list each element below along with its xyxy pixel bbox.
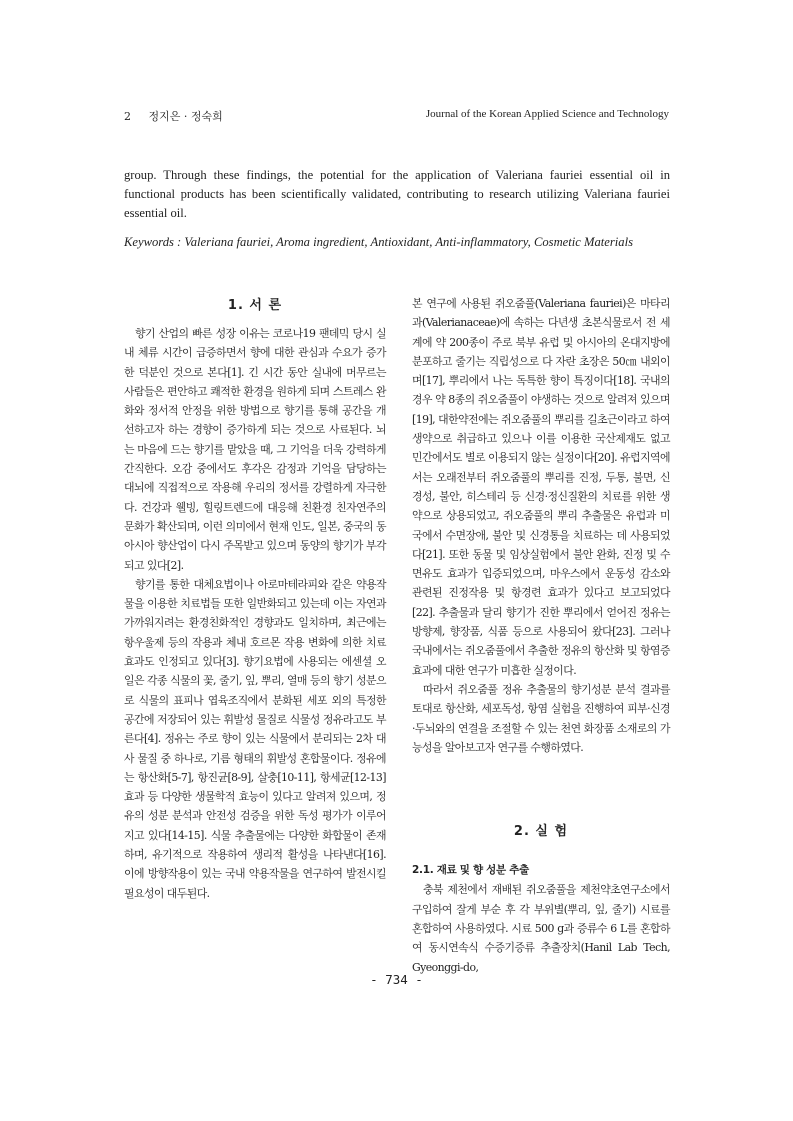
section-1-paragraph-1: 향기 산업의 빠른 성장 이유는 코로나19 팬데믹 당시 실내 체류 시간이 급증하면서 향에 대한 관심과 수요가 증가한 덕분인 것으로 본다[1]. 긴 시간 동안 실내에 머무르는 사람들은 편안하고 쾌적한 환경을 원하게 되며 스트레스 완화와 정서적 안정을 위한 방법으로 향기를 통해 공간을 개선하고자 하는 경향이 증가하게 되는 것으로 사료된다. 뇌는 마음에 드는 향기를 맡았을 때, 그 기억을 더욱 강력하게 간직한다. 오감 중에서도 후각은 감정과 기억을 담당하는 대뇌에 직접적으로 작용해 우리의 정서를 강렬하게 자극한다. 건강과 웰빙, 힐링트렌드에 대응해 친환경 친자연주의 문화가 확산되며, 이런 의미에서 현재 인도, 일본, 중국의 동아시아 향산업이 다시 주목받고 있으며 동양의 향기가 부각되고 있다[2]. (124, 327, 386, 572)
abstract-continuation: group. Through these findings, the potential for the application of Valeriana fauriei essential oil in functional products has been scientifically validated, contributing to research utilizing Valeriana fauriei essential oil. (124, 168, 670, 220)
section-1-paragraph-4: 따라서 쥐오줌풀 정유 추출물의 향기성분 분석 결과를 토대로 항산화, 세포독성, 항염 실험을 진행하여 피부·신경·두뇌와의 연결을 조절할 수 있는 천연 화장품 소재로의 가능성을 알아보고자 연구를 수행하였다. (412, 682, 670, 754)
section-1-paragraph-3-continued: 본 연구에 사용된 쥐오줌풀(Valeriana fauriei)은 마타리과(Valerianaceae)에 속하는 다년생 초본식물로서 전 세계에 약 200종이 주로 북부 유럽 및 아시아의 온대지방에 분포하고 줄기는 직립성으로 다 자란 초장은 50㎝ 내외이며[17], 뿌리에서 나는 독특한 향이 특징이다[18]. 국내의 경우 약 8종의 쥐오줌풀이 야생하는 것으로 알려져 있으며[19], 대한약전에는 쥐오줌풀의 뿌리를 길초근이라고 하여 생약으로 취급하고 있으나 이를 이용한 국산제재도 없고 민간에서도 별로 이용되지 않는 실정이다[20]. 유럽지역에서는 오래전부터 쥐오줌풀의 뿌리를 진정, 두통, 불면, 신경성, 불안, 히스테리 등 신경·정신질환의 치료를 위한 생약으로 상용되었고, 쥐오줌풀의 뿌리 추출물은 유럽과 미국에서 수면장애, 불안 및 신경통을 치료하는 데 사용되었다[21]. 또한 동물 및 임상실험에서 불안 완화, 진정 및 수면유도 효과가 입증되었으며, 마우스에서 운동성 감소와 관련된 진정작용 및 항경련 효과가 있다고 보고되었다[22]. 추출물과 달리 향기가 진한 뿌리에서 얻어진 정유는 방향제, 향장품, 식품 등으로 사용되어 왔다[23]. 그러나 국내에서는 쥐오줌풀에서 추출한 정유의 항산화 및 항염증 효과에 대한 연구가 미흡한 실정이다. (412, 297, 670, 677)
section-1-paragraph-2: 향기를 통한 대체요법이나 아로마테라피와 같은 약용작물을 이용한 치료법들 또한 일반화되고 있는데 이는 자연과 가까워지려는 환경친화적인 경향과도 일치하며, 최근에는 항우울제 등의 작용과 체내 호르몬 작용 변화에 의한 치료효과도 인정되고 있다[3]. 향기요법에 사용되는 에센셜 오일은 각종 식물의 꽃, 줄기, 잎, 뿌리, 열매 등의 향기 성분으로 식물의 표피나 엽육조직에서 분화된 세포 외의 특정한 공간에 저장되어 있는 휘발성 물질로 식물성 정유라고도 부른다[4]. 정유는 주로 향이 있는 식물에서 분리되는 2차 대사 물질 중 하나로, 기름 형태의 휘발성 혼합물이다. 정유에는 항산화[5-7], 항진균[8-9], 살충[10-11], 항세균[12-13] 효과 등 다양한 생물학적 효능이 있다고 알려져 있으며, 정유의 성분 분석과 안전성 검증을 위한 독성 평가가 이루어지고 있다[14-15]. 식물 추출물에는 다양한 화합물이 존재하며, 유기적으로 작용하여 생리적 활성을 나타낸다[16]. 이에 방향작용이 있는 국내 약용작물을 연구하여 발전시킬 필요성이 대두된다. (124, 577, 386, 900)
left-column (124, 294, 386, 903)
keywords-line: Keywords : Valeriana fauriei, Aroma ingredient, Antioxidant, Anti-inflammatory, Cosmetic Materials (124, 235, 633, 249)
right-column (412, 294, 670, 977)
header-page-number: 2 (124, 110, 131, 123)
section-2-title: 2. 실 험 (513, 824, 569, 840)
header-authors: 정지은 · 정숙희 (148, 110, 223, 123)
section-2-paragraph-1: 충북 제천에서 재배된 쥐오줌풀을 제천약초연구소에서 구입하여 잘게 부순 후 각 부위별(뿌리, 잎, 줄기) 시료를 혼합하여 사용하였다. 시료 500 g과 증류수 6 L를 혼합하여 동시연속식 수증기증류 추출장치(Hanil Lab Tech, Gyeonggi-do, (412, 883, 670, 974)
running-header-left (124, 108, 237, 124)
footer-page-number: - 734 - (370, 972, 423, 987)
section-1-title: 1. 서 론 (227, 298, 283, 313)
header-journal-title: Journal of the Korean Applied Science and Technology (425, 108, 669, 120)
subsection-2-1-title: 2.1. 재료 및 향 성분 추출 (412, 864, 529, 877)
